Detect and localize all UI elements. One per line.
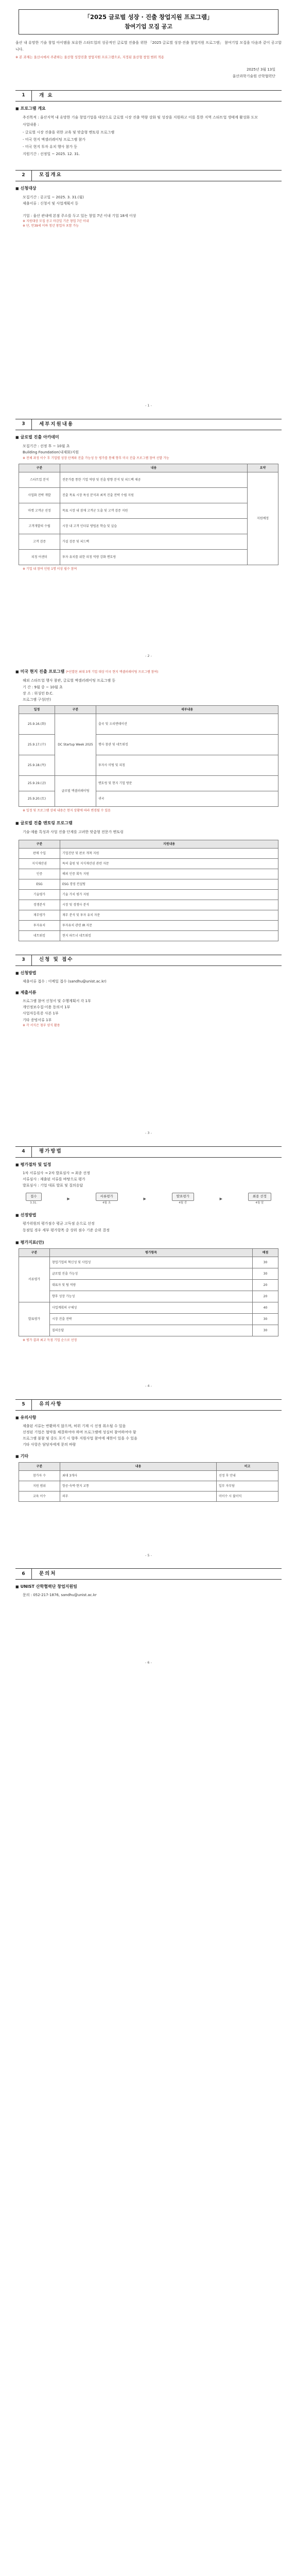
table-cell: 특허 출원 및 지식재산권 관련 자문 xyxy=(60,858,278,869)
target-text: 기업 : 울산 관내에 본점 주소를 두고 있는 창업 7년 이내 기업 18세 이상 xyxy=(23,214,136,218)
arrow-right-icon: ▶ xyxy=(219,1197,222,1201)
target-note: ※ 지원대상 모집 공고 마감일 기준 창업 7년 이내 xyxy=(23,219,89,224)
table-cell: 시장 진출 전략 xyxy=(50,1313,253,1325)
table-cell: 전문가를 통한 기업 역량 및 진출 방향 분석 및 피드백 제공 xyxy=(60,472,248,487)
subsection-title: ■ 신청대상 xyxy=(15,185,282,192)
list-item: 장 소 : 워싱턴 D.C. xyxy=(23,691,54,696)
page-subtitle: 참여기업 모집 공고 xyxy=(125,23,172,30)
list-item: 서류심사 : 제출된 서류를 바탕으로 평가 xyxy=(23,1177,85,1181)
list-item: Building Foundation(내재화)지원 xyxy=(23,450,79,455)
section-support-detail xyxy=(15,419,282,430)
table-cell: 지원 범위 xyxy=(19,1481,60,1491)
intro-paragraph: 울산 내 유망한 기술 창업 아이템을 보유한 스타트업의 성공적인 글로벌 진출을 위한 「2025 글로벌 성장·진출 창업지원 프로그램」 참여기업 모집을 다음과 같이 공고합니다. xyxy=(15,40,282,52)
flow-step-date: 4월 말 xyxy=(255,1201,264,1205)
table-cell: 지원예정 xyxy=(248,472,278,565)
table-header: 구분 xyxy=(19,1248,50,1257)
page-number: - 1 - xyxy=(145,403,152,408)
arrow-right-icon: ▶ xyxy=(143,1197,146,1201)
flow-step-label: 서류평가 xyxy=(96,1193,118,1201)
table-row xyxy=(19,889,278,900)
table-cell: 투자사 미팅 및 피칭 xyxy=(96,755,278,776)
table-cell: 시장 및 경쟁사 분석 xyxy=(60,900,278,910)
table-cell: 출국 및 오리엔테이션 xyxy=(96,714,278,735)
arrow-right-icon: ▶ xyxy=(67,1197,70,1201)
flow-step-date: 4월 중 xyxy=(179,1201,187,1205)
academy-note: ※ 전체 과정 이수 후 기업별 성장 단계와 진출 가능성 등 평가를 통해 향후 미국 진출 프로그램 참여 선발 가능 xyxy=(23,456,169,460)
section-number: 1 xyxy=(15,91,32,101)
table-cell: 대표자 및 팀 역량 xyxy=(50,1279,253,1291)
list-item: 평가위원의 평가점수 평균 고득점 순으로 선정 xyxy=(23,1222,95,1226)
subsection-title: ■ 유의사항 xyxy=(15,1415,282,1421)
table-header: 구분 xyxy=(19,464,60,472)
list-item: 기술·제품 특성과 사업 진출 단계를 고려한 맞춤형 전문가 멘토링 xyxy=(23,830,124,835)
table-row xyxy=(19,518,278,534)
table-cell: 마켓 고객군 선정 xyxy=(19,503,60,518)
table-cell: 25.9.19.(금) xyxy=(19,776,55,791)
subsection-title: ■ 신청방법 xyxy=(15,970,282,976)
table-cell: DC Startup Week 2025 xyxy=(55,714,96,776)
us-program-list xyxy=(23,677,274,703)
table-cell: 글로벌 액셀러레이팅 xyxy=(55,776,96,807)
list-item: 지원기간 : 선정일 ~ 2025. 12. 31. xyxy=(23,152,80,157)
subsection-title: ■ 선정방법 xyxy=(15,1212,282,1218)
table-cell: 고객개발의 수립 xyxy=(19,518,60,534)
section-evaluation xyxy=(15,1146,282,1158)
list-item: 추진목적 : 울산지역 내 유망한 기술 창업기업을 대상으로 글로벌 시장 진출 역량 강화 및 성장을 지원하고 이를 통한 지역 스타트업 생태계 활성화 도모 xyxy=(23,115,258,120)
list-item: 사업내용 : xyxy=(23,123,39,127)
flow-step-label: 최종 선정 xyxy=(248,1193,271,1201)
table-cell: 판매 수입 xyxy=(19,848,60,858)
table-cell: 일부 자부담 xyxy=(217,1481,278,1491)
subsection-title: ■ 글로벌 진출 멘토링 프로그램 xyxy=(15,820,282,826)
table-header: 일정 xyxy=(19,706,55,714)
table-row xyxy=(19,1470,278,1481)
table-cell: 인증 xyxy=(19,869,60,879)
table-row xyxy=(19,534,278,549)
section-recruitment xyxy=(15,170,282,181)
subsection-title: ■ 평가절차 및 일정 xyxy=(15,1162,282,1168)
selection-list xyxy=(23,1221,274,1233)
subsection-title xyxy=(15,669,282,675)
list-item: 프로그램 불참 및 중도 포기 시 향후 지원사업 참여에 제한이 있을 수 있음 xyxy=(23,1436,137,1441)
table-header: 구분 xyxy=(55,706,96,714)
table-cell: 글로벌 진출 가능성 xyxy=(50,1268,253,1279)
list-item: 모집기간 : 공고일 ~ 2025. 3. 31.(월) xyxy=(23,195,84,199)
table-cell: 현지 파트너 네트워킹 xyxy=(60,930,278,941)
section-contact xyxy=(15,1568,282,1580)
page-number: - 6 - xyxy=(145,1660,152,1665)
subsection-title-text: 미국 현지 진출 프로그램 xyxy=(20,669,65,674)
table-cell: 고객 검증 xyxy=(19,534,60,549)
table-header: 비고 xyxy=(217,1462,278,1470)
flow-step xyxy=(26,1193,42,1205)
table-cell: 해외 인증 획득 지원 xyxy=(60,869,278,879)
table-cell: 투자 유치를 위한 피칭 역량 강화 멘토링 xyxy=(60,549,248,565)
section-number: 3 xyxy=(15,419,32,430)
intro-note: ※ 본 과제는 울산시에서 주관하는 울산형 성장진출 창업지원 프로그램으로, 지정된 울산형 창업 범위 적용 xyxy=(15,55,164,59)
target-note: ※ 단, 만39세 이하 청년 창업자 포함 가능 xyxy=(23,224,79,228)
flow-step xyxy=(172,1193,194,1205)
table-cell: 시장 내 고객 인터뷰 방법론 학습 및 실습 xyxy=(60,518,248,534)
table-cell: 참가자 수 xyxy=(19,1470,60,1481)
table-cell: 귀국 xyxy=(96,791,278,807)
list-item: 발표심사 : 기업 대표 발표 및 질의응답 xyxy=(23,1183,83,1188)
table-row xyxy=(19,487,278,503)
table-row xyxy=(19,930,278,941)
table-row xyxy=(19,549,278,565)
table-cell: 최대 3개사 xyxy=(60,1470,217,1481)
table-cell: 재무 분석 및 투자 유치 자문 xyxy=(60,910,278,920)
section-title: 유의사항 xyxy=(39,1401,62,1408)
subsection-note: (*선발된 최대 3개 기업 대상 미국 현지 액셀러레이팅 프로그램 참여) xyxy=(66,670,159,674)
academy-list xyxy=(23,443,274,456)
table-row xyxy=(19,1325,278,1336)
table-row xyxy=(19,776,278,791)
table-cell: 재무평가 xyxy=(19,910,60,920)
table-row xyxy=(19,858,278,869)
page-title: 「2025 글로벌 성장 · 진출 창업지원 프로그램」 xyxy=(84,13,213,21)
table-cell: 의무 xyxy=(60,1491,217,1501)
subsection-title: ■ 글로벌 진출 아카데미 xyxy=(15,434,282,440)
table-cell: 경쟁분석 xyxy=(19,900,60,910)
table-cell: 향후 성장 가능성 xyxy=(50,1291,253,1302)
list-item: 프로그램 참여 신청서 및 수행계획서 각 1부 xyxy=(23,998,91,1003)
subsection-title: ■ UNIST 산학협력단 창업지원팀 xyxy=(15,1584,282,1590)
flow-step-date: 4월 초 xyxy=(102,1201,111,1205)
list-item: 기타 증빙서류 1부 xyxy=(23,1018,52,1022)
contact-text[interactable]: 문의 : 052-217-1876, sandhu@unist.ac.kr xyxy=(23,1593,97,1598)
table-row xyxy=(19,848,278,858)
us-program-table xyxy=(19,705,278,807)
table-cell: 행사 참관 및 네트워킹 xyxy=(96,735,278,755)
table-cell: 25.9.18.(목) xyxy=(19,755,55,776)
list-item: - 미국 현지 투자 유치 행사 참가 등 xyxy=(23,145,78,149)
us-program-note: ※ 일정 및 프로그램 상세 내용은 현지 상황에 따라 변경될 수 있음 xyxy=(23,809,111,813)
section-number: 3 xyxy=(15,955,32,965)
page-number: - 2 - xyxy=(145,653,152,658)
list-item: 선정된 기업은 협약을 체결하여야 하며 프로그램에 성실히 참여하여야 함 xyxy=(23,1430,136,1434)
title-box xyxy=(19,9,278,35)
mentoring-table xyxy=(19,840,278,941)
table-header: 내용 xyxy=(60,1462,217,1470)
announcement-org: 울산과학기술원 산학협력단 xyxy=(232,74,275,78)
table-row xyxy=(19,1291,278,1302)
page-number: - 5 - xyxy=(145,1553,152,1557)
documents-list xyxy=(23,998,274,1023)
table-cell: 목표 시장 내 잠재 고객군 도출 및 고객 검증 지원 xyxy=(60,503,248,518)
table-cell: 30 xyxy=(253,1313,278,1325)
flow-step-date: 3.31. xyxy=(30,1201,38,1205)
table-header: 구분 xyxy=(19,840,60,848)
announcement-date: 2025년 3월 13일 xyxy=(247,67,275,72)
notes-table xyxy=(19,1462,278,1502)
table-cell: 30 xyxy=(253,1268,278,1279)
table-cell: 25.9.20.(토) xyxy=(19,791,55,807)
table-header: 구분 xyxy=(19,1462,60,1470)
list-item: 모집기간 : 선정 후 ~ 10월 초 xyxy=(23,444,70,449)
table-cell: 피칭 어센더 xyxy=(19,549,60,565)
section-overview xyxy=(15,90,282,101)
section-title: 개 요 xyxy=(39,92,54,98)
table-row xyxy=(19,879,278,889)
flow-step-label: 발표평가 xyxy=(172,1193,194,1201)
eval-flow-line: 1차 서류심사 → 2차 발표심사 → 최종 선정 xyxy=(23,1171,90,1175)
table-cell: 20 xyxy=(253,1291,278,1302)
table-cell: 투자유치 xyxy=(19,920,60,930)
table-cell: 네트워킹 xyxy=(19,930,60,941)
table-row xyxy=(19,1481,278,1491)
notes-list xyxy=(23,1423,274,1448)
table-cell: ESG 경영 컨설팅 xyxy=(60,879,278,889)
table-row xyxy=(19,1313,278,1325)
list-item: - 미국 현지 액셀러레이팅 프로그램 참가 xyxy=(23,137,85,142)
table-cell: 기업진단 및 판로 개척 지원 xyxy=(60,848,278,858)
flow-step xyxy=(96,1193,118,1205)
table-cell: 25.9.17.(수) xyxy=(19,735,55,755)
section-application xyxy=(15,955,282,966)
list-item: 기 간 : 9월 중 ~ 10월 초 xyxy=(23,685,63,689)
subsection-title: ■ 제출서류 xyxy=(15,990,282,996)
recruitment-list xyxy=(23,194,274,207)
table-row xyxy=(19,503,278,518)
documents-note: ※ 각 서식은 첨부 양식 활용 xyxy=(23,1023,60,1027)
table-cell: 서류평가 xyxy=(19,1257,50,1302)
table-header: 내용 xyxy=(60,464,248,472)
section-title: 모집개요 xyxy=(39,172,62,178)
eval-note: ※ 평가 결과 최고 득점 기업 순으로 선정 xyxy=(23,1338,77,1342)
subsection-title: ■ 평가지표(안) xyxy=(15,1240,282,1246)
section-title: 세부지원내용 xyxy=(39,421,74,427)
section-number: 6 xyxy=(15,1569,32,1579)
table-row xyxy=(19,1279,278,1291)
table-row xyxy=(19,472,278,487)
subsection-title: ■ 프로그램 개요 xyxy=(15,106,282,112)
list-item: 제출된 서류는 반환하지 않으며, 허위 기재 시 선정 취소될 수 있음 xyxy=(23,1423,126,1428)
section-title: 평가방법 xyxy=(39,1148,62,1155)
table-row xyxy=(19,869,278,879)
table-cell: 발표평가 xyxy=(19,1302,50,1336)
subsection-title: ■ 기타 xyxy=(15,1453,282,1460)
table-cell: 진출 목표 시장 특성 분석과 최적 진출 전략 수립 지원 xyxy=(60,487,248,503)
table-cell: 30 xyxy=(253,1325,278,1336)
section-title: 신청 및 접수 xyxy=(39,957,74,963)
table-row xyxy=(19,920,278,930)
table-cell: 창업기업의 혁신성 및 사업성 xyxy=(50,1257,253,1268)
overview-list xyxy=(23,114,274,158)
table-row xyxy=(19,1302,278,1313)
table-header: 평가항목 xyxy=(50,1248,253,1257)
list-item: 사업자등록증 사본 1부 xyxy=(23,1011,59,1016)
list-item: 제출서류 접수 : 이메일 접수 (sandhu@unist.ac.kr) xyxy=(23,979,107,984)
table-cell: 항공·숙박·현지 교통 xyxy=(60,1481,217,1491)
table-cell: 교육 이수 xyxy=(19,1491,60,1501)
table-cell: 선정 후 안내 xyxy=(217,1470,278,1481)
section-number: 4 xyxy=(15,1147,32,1157)
table-cell: 미이수 시 불이익 xyxy=(217,1491,278,1501)
list-item: - 글로벌 시장 진출을 위한 교육 및 맞춤형 멘토링 프로그램 xyxy=(23,130,115,134)
table-row xyxy=(19,910,278,920)
academy-table xyxy=(19,464,278,565)
list-item: 프로그램 구성(안) xyxy=(23,698,51,702)
list-item: 제출서류 : 신청서 및 사업계획서 등 xyxy=(23,201,79,206)
list-item: 기타 사항은 담당자에게 문의 바람 xyxy=(23,1443,76,1447)
table-cell: 지식재산권 xyxy=(19,858,60,869)
table-cell: 스타트업 분석 xyxy=(19,472,60,487)
eval-flow-list xyxy=(23,1176,274,1189)
table-row xyxy=(19,1491,278,1501)
table-header: 요약 xyxy=(248,464,278,472)
table-cell: 기술평가 xyxy=(19,889,60,900)
academy-table-note: ※ 기업 내 참여 인원 1명 이상 필수 참여 xyxy=(23,567,77,571)
page-number: - 3 - xyxy=(145,1130,152,1135)
table-cell: 사업계획의 구체성 xyxy=(50,1302,253,1313)
list-item: 동점일 경우 세부 평가항목 중 상위 점수 기준 순위 결정 xyxy=(23,1228,110,1232)
mentoring-list xyxy=(23,829,274,835)
table-header: 지원내용 xyxy=(60,840,278,848)
table-cell: 멘토링 및 현지 기업 방문 xyxy=(96,776,278,791)
table-cell: 사업화 전략 개발 xyxy=(19,487,60,503)
list-item: 해외 스타트업 행사 참관, 글로벌 액셀러레이팅 프로그램 등 xyxy=(23,679,116,683)
application-list xyxy=(23,978,274,985)
table-cell: 20 xyxy=(253,1279,278,1291)
table-cell: ESG xyxy=(19,879,60,889)
table-row xyxy=(19,900,278,910)
section-number: 5 xyxy=(15,1400,32,1410)
table-cell: 질의응답 xyxy=(50,1325,253,1336)
table-cell: 가설 검증 및 피드백 xyxy=(60,534,248,549)
section-number: 2 xyxy=(15,171,32,181)
table-cell: 30 xyxy=(253,1257,278,1268)
list-item: 개인정보수집·이용 동의서 1부 xyxy=(23,1005,71,1010)
eval-table xyxy=(19,1248,278,1336)
table-row xyxy=(19,1257,278,1268)
table-row xyxy=(19,1268,278,1279)
table-cell: 25.9.16.(화) xyxy=(19,714,55,735)
section-notes xyxy=(15,1399,282,1411)
table-row xyxy=(19,714,278,735)
table-header: 배점 xyxy=(253,1248,278,1257)
eval-flow-chart xyxy=(26,1193,271,1205)
flow-step-label: 접수 xyxy=(26,1193,42,1201)
table-header: 세부내용 xyxy=(96,706,278,714)
table-cell: 기술 가치 평가 지원 xyxy=(60,889,278,900)
table-cell: 40 xyxy=(253,1302,278,1313)
table-cell: 투자유치 관련 IR 자문 xyxy=(60,920,278,930)
section-title: 문의처 xyxy=(39,1571,57,1577)
flow-step xyxy=(248,1193,271,1205)
page-number: - 4 - xyxy=(145,1383,152,1388)
